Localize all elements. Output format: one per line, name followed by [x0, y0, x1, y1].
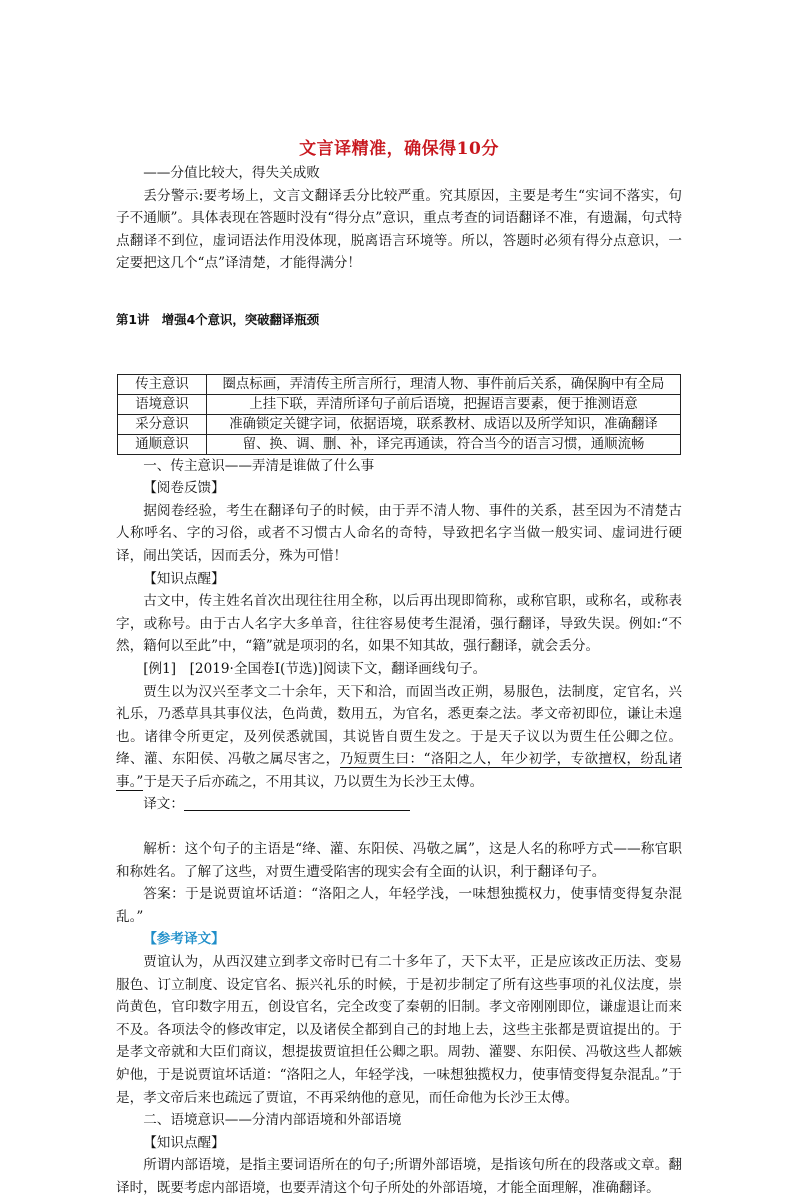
table-cell-key: 通顺意识: [118, 434, 207, 454]
feedback-label: 【阅卷反馈】: [143, 480, 225, 497]
page-title: 文言译精准，确保得10分: [299, 139, 499, 159]
translation-line: [116, 793, 682, 816]
lecture-heading: 第1讲 增强4个意识，突破翻译瓶颈: [116, 311, 320, 327]
section1-heading: 一、传主意识——弄清是谁做了什么事: [143, 457, 375, 474]
reference-label: 【参考译文】: [143, 931, 225, 948]
feedback-paragraph: 据阅卷经验，考生在翻译句子的时候，由于弄不清人物、事件的关系，甚至因为不清楚古人称呼名、字的习俗，或者不习惯古人命名的奇特，导致把名字当做一般实词、虚词进行硬译，闹出笑话，因而丢分，殊为可惜！: [116, 502, 682, 564]
warning-paragraph: 丢分警示:要考场上，文言文翻译丢分比较严重。究其原因，主要是考生“实词不落实，句子不通顺”。具体表现在答题时没有“得分点”意识，重点考查的词语翻译不准，有遗漏，句式特点翻译不到位，虚词语法作用没体现，脱离语言环境等。所以，答题时必须有得分点意识，一定要把这几个“点”译清楚，才能得满分！: [116, 187, 682, 272]
table-cell-value: 留、换、调、删、补，译完再通读，符合当今的语言习惯，通顺流畅: [207, 434, 681, 454]
knowledge-label: 【知识点醒】: [143, 570, 225, 587]
passage-text: 贾生以为汉兴至孝文二十余年，天下和洽，而固当改正朔，易服色，法制度，定官名，兴礼乐，乃悉草具其事仪法，色尚黄，数用五，为官名，悉更秦之法。孝文帝初即位，谦让未遑也。诸律令所更定，及列侯悉就国，其说皆自贾生发之。于是天子议以为贾生任公卿之位。绛、灌、东阳侯、冯敬之属尽害之，: [116, 683, 682, 768]
passage-paragraph: [116, 681, 682, 794]
knowledge-paragraph: 古文中，传主姓名首次出现往往用全称，以后再出现即简称，或称官职，或称名，或称表字，或称号。由于古人名字大多单音，往往容易使考生混淆，强行翻译，导致失误。例如:“不然，籍何以至此”中，“籍”就是项羽的名，如果不知其故，强行翻译，就会丢分。: [116, 593, 682, 655]
awareness-table: [117, 374, 681, 455]
table-cell-key: 语境意识: [118, 394, 207, 414]
table-cell-value: 上挂下联，弄清所译句子前后语境，把握语言要素，便于推测语意: [207, 394, 681, 414]
translation-label: 译文：: [143, 796, 184, 813]
table-row: [118, 394, 681, 414]
table-row: [118, 434, 681, 454]
analysis-paragraph: 解析：这个句子的主语是“绛、灌、东阳侯、冯敬之属”，这是人名的称呼方式——称官职和称姓名。了解了这些，对贾生遭受陷害的现实会有全面的认识，利于翻译句子。: [116, 841, 682, 880]
document-page: [116, 136, 682, 1200]
page-subtitle: ——分值比较大，得失关成败: [143, 165, 320, 181]
knowledge2-label: 【知识点醒】: [143, 1134, 225, 1151]
table-cell-value: 圈点标画，弄清传主所言所行，理清人物、事件前后关系，确保胸中有全局: [207, 374, 681, 394]
knowledge2-paragraph: 所谓内部语境，是指主要词语所在的句子;所谓外部语境，是指该句所在的段落或文章。翻译时，既要考虑内部语境，也要弄清这个句子所处的外部语境，才能全面理解，准确翻译。: [116, 1157, 682, 1196]
table-row: [118, 414, 681, 434]
section2-heading: 二、语境意识——分清内部语境和外部语境: [143, 1112, 402, 1129]
table-row: [118, 374, 681, 394]
example-intro: [例1] [2019·全国卷Ⅰ(节选)]阅读下文，翻译画线句子。: [143, 660, 487, 677]
answer-paragraph: 答案：于是说贾谊坏话道：“洛阳之人，年轻学浅，一味想独揽权力，使事情变得复杂混乱。”: [116, 886, 682, 925]
passage-underlined-sentence: 乃短贾生曰：“洛阳之人，年少初学，专欲擅权，纷乱诸事。”: [116, 751, 683, 790]
reference-paragraph: 贾谊认为，从西汉建立到孝文帝时已有二十多年了，天下太平，正是应该改正历法、变易服色、订立制度、设定官名、振兴礼乐的时候，于是初步制定了所有这些事项的礼仪法度，崇尚黄色，官印数字用五，创设官名，完全改变了秦朝的旧制。孝文帝刚刚即位，谦虚退让而来不及。各项法令的修改审定，以及诸侯全都到自己的封地上去，这些主张都是贾谊提出的。于是孝文帝就和大臣们商议，想提拔贾谊担任公卿之职。周勃、灌婴、东阳侯、冯敬这些人都嫉妒他，于是说贾谊坏话道：“洛阳之人，年轻学浅，一味想独揽权力，使事情变得复杂混乱。”于是，孝文帝后来也疏远了贾谊，不再采纳他的意见，而任命他为长沙王太傅。: [116, 954, 682, 1106]
table-cell-key: 传主意识: [118, 374, 207, 394]
passage-tail: 于是天子后亦疏之，不用其议，乃以贾生为长沙王太傅。: [143, 773, 484, 790]
translation-blank[interactable]: [184, 795, 410, 811]
spacer: [116, 816, 682, 838]
table-cell-key: 采分意识: [118, 414, 207, 434]
table-cell-value: 准确锁定关键字词，依据语境，联系教材、成语以及所学知识，准确翻译: [207, 414, 681, 434]
